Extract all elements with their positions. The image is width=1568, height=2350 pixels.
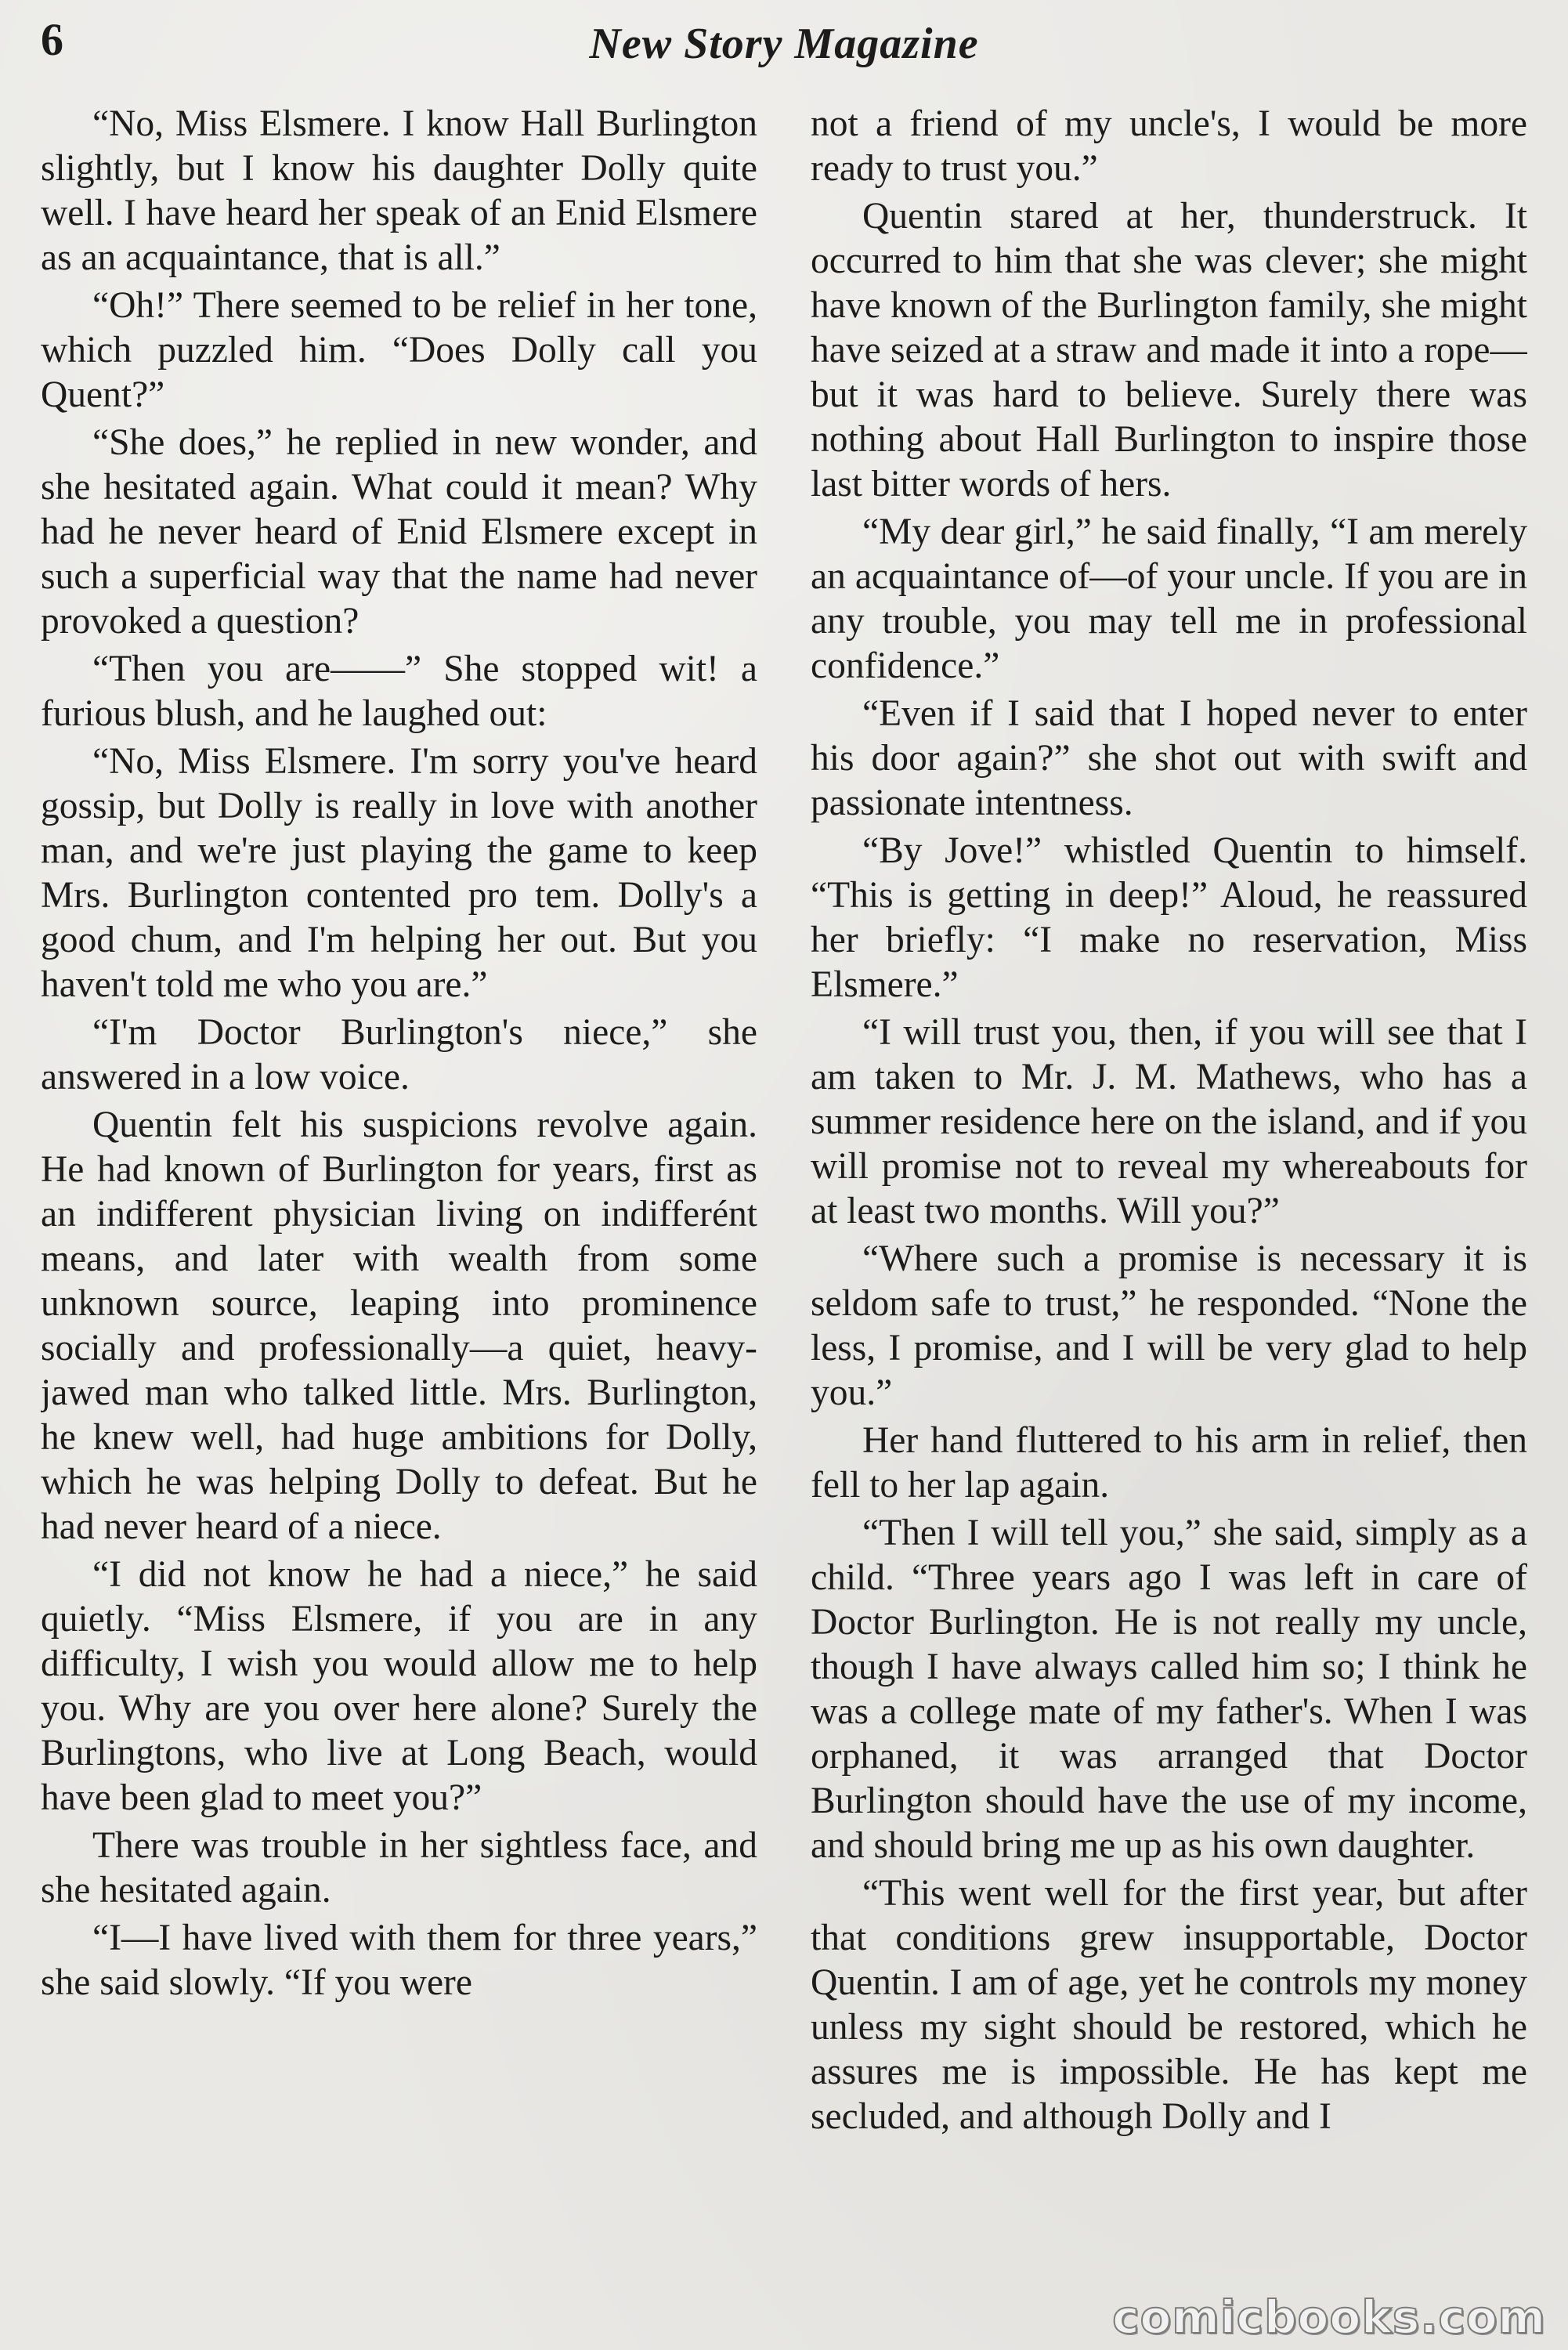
paragraph: “I'm Doctor Burlington's niece,” she answered in a low voice. [41,1012,757,1097]
paragraph: “I did not know he had a niece,” he said quietly. “Miss Elsmere, if you are in any difficulty, I wish you would allow me to help you. Why are you over here alone? Surely the Burlingtons, who live at Long Beach, would have been glad to meet you?” [41,1554,757,1818]
page-header [0,0,1568,102]
text-columns [41,102,1527,2342]
paragraph: “She does,” he replied in new wonder, and she hesitated again. What could it mean? Why had he never heard of Enid Elsmere except in such a superficial way that the name had never provoked a question? [41,422,757,642]
paragraph: “This went well for the first year, but after that conditions grew insupportable, Doctor Quentin. I am of age, yet he controls my money unless my sight should be restored, which he assures me is impossible. He has kept me secluded, and although Dolly and I [811,1873,1527,2137]
paragraph: “Where such a promise is necessary it is seldom safe to trust,” he responded. “None the less, I promise, and I will be very glad to help you.” [811,1238,1527,1413]
paragraph-continued: not a friend of my uncle's, I would be more ready to trust you.” [811,103,1527,189]
paragraph: Quentin felt his suspicions revolve again. He had known of Burlington for years, first as an indifferent physician living on indifferént means, and later with wealth from some unknown source, leaping into prominence socially and professionally—a quiet, heavy-jawed man who talked little. Mrs. Burlington, he knew well, had huge ambitions for Dolly, which he was helping Dolly to defeat. But he had never heard of a niece. [41,1104,757,1547]
paragraph: “By Jove!” whistled Quentin to himself. “This is getting in deep!” Aloud, he reassured her briefly: “I make no reservation, Miss Elsmere.” [811,830,1527,1005]
paragraph: Her hand fluttered to his arm in relief, then fell to her lap again. [811,1420,1527,1506]
paragraph: There was trouble in her sightless face, and she hesitated again. [41,1825,757,1911]
paragraph: “Then I will tell you,” she said, simply as a child. “Three years ago I was left in care of Doctor Burlington. He is not really my uncle, though I have always called him so; I think he was a college mate of my father's. When I was orphaned, it was arranged that Doctor Burlington should have the use of my income, and should bring me up as his own daughter. [811,1513,1527,1866]
paragraph: “Oh!” There seemed to be relief in her tone, which puzzled him. “Does Dolly call you Quent?” [41,285,757,415]
paragraph: “Then you are——” She stopped wit! a furious blush, and he laughed out: [41,649,757,734]
paragraph: “I will trust you, then, if you will see that I am taken to Mr. J. M. Mathews, who has a summer residence here on the island, and if you will promise not to reveal my whereabouts for at least two months. Will you?” [811,1012,1527,1231]
watermark-logo: comicbooks.com [1112,2290,1546,2344]
magazine-title: New Story Magazine [589,20,979,68]
right-column [811,102,1527,2342]
paragraph: “No, Miss Elsmere. I know Hall Burlington slightly, but I know his daughter Dolly quite well. I have heard her speak of an Enid Elsmere as an acquaintance, that is all.” [41,103,757,278]
page-number: 6 [41,14,63,65]
paragraph: “No, Miss Elsmere. I'm sorry you've heard gossip, but Dolly is really in love with another man, and we're just playing the game to keep Mrs. Burlington contented pro tem. Dolly's a good chum, and I'm helping her out. But you haven't told me who you are.” [41,741,757,1005]
paragraph: “My dear girl,” he said finally, “I am merely an acquaintance of—of your uncle. If you are in any trouble, you may tell me in professional confidence.” [811,512,1527,686]
paragraph: “Even if I said that I hoped never to enter his door again?” she shot out with swift and passionate intentness. [811,693,1527,823]
paragraph: “I—I have lived with them for three years,” she said slowly. “If you were [41,1918,757,2003]
paragraph: Quentin stared at her, thunderstruck. It occurred to him that she was clever; she might have known of the Burlington family, she might have seized at a straw and made it into a rope—but it was hard to believe. Surely there was nothing about Hall Burlington to inspire those last bitter words of hers. [811,196,1527,504]
left-column [41,102,757,2342]
